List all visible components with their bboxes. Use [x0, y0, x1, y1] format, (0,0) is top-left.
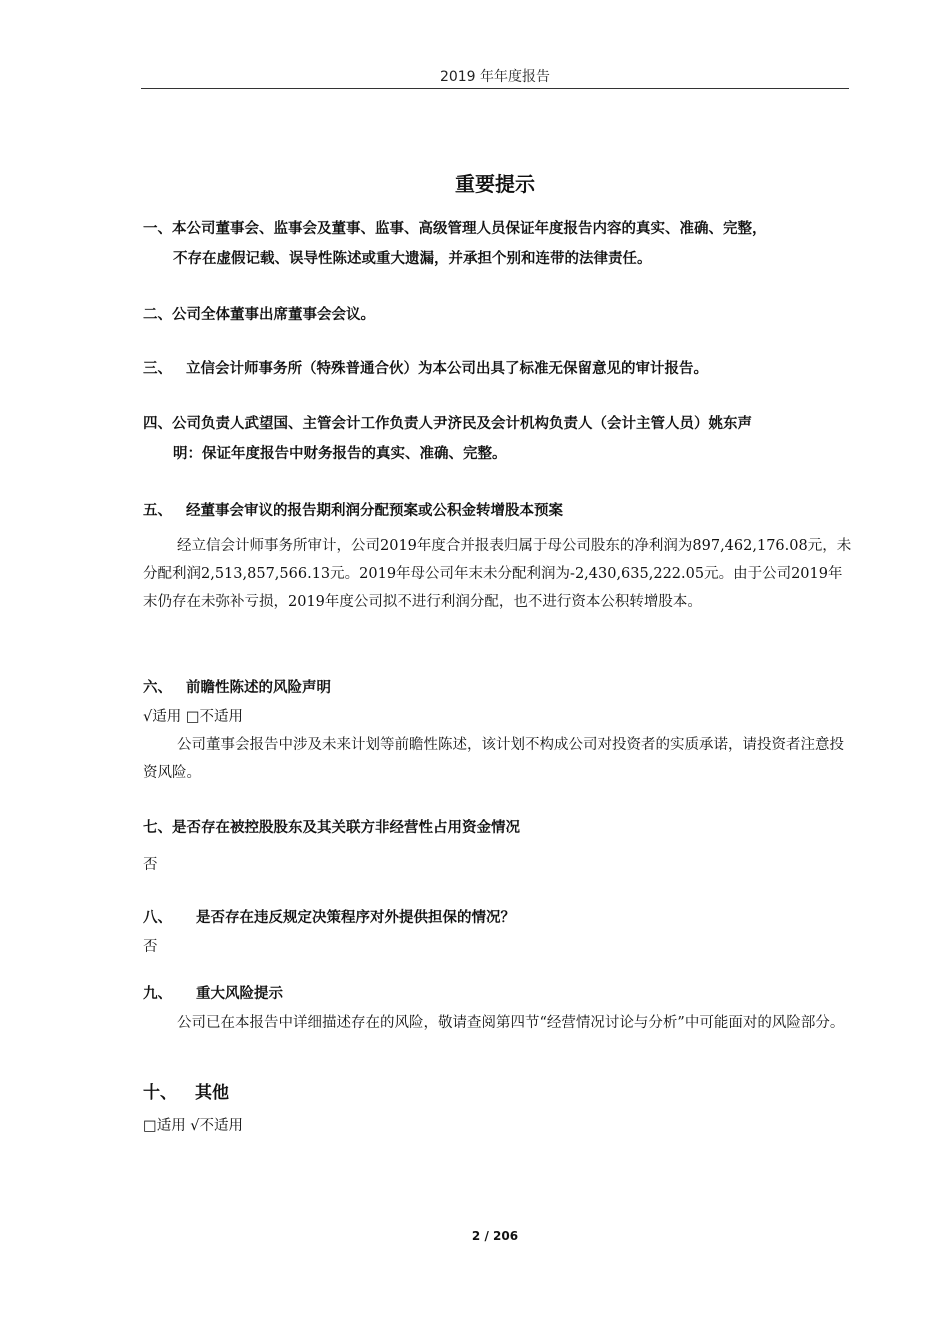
section-4-line2: 明：保证年度报告中财务报告的真实、准确、完整。	[173, 446, 507, 462]
section-6-body: 公司董事会报告中涉及未来计划等前瞻性陈述，该计划不构成公司对投资者的实质承诺，请投资者注意投资风险。	[143, 737, 844, 781]
section-8-answer: 否	[143, 939, 158, 955]
section-8-number: 八、	[143, 910, 172, 926]
section-3	[143, 354, 855, 384]
section-5-body: 经立信会计师事务所审计，公司2019年度合并报表归属于母公司股东的净利润为897,462,176.08元，未分配利润2,513,857,566.13元。2019年母公司年末未分配利润为-2,430,635,222.05元。由于公司2019年末仍存在未弥补亏损，2019年度公司拟不进行利润分配，也不进行资本公积转增股本。	[143, 538, 852, 610]
section-4-line1: 四、公司负责人武望国、主管会计工作负责人尹济民及会计机构负责人（会计主管人员）姚东声	[143, 416, 752, 432]
section-8	[143, 903, 855, 961]
section-9-number: 九、	[143, 986, 172, 1002]
section-9-heading: 重大风险提示	[196, 986, 283, 1002]
section-4	[143, 409, 855, 469]
section-10-options: □适用 √不适用	[143, 1118, 244, 1134]
section-5-number: 五、	[143, 503, 172, 519]
section-9	[143, 979, 855, 1037]
section-1	[143, 214, 855, 274]
section-3-text: 立信会计师事务所（特殊普通合伙）为本公司出具了标准无保留意见的审计报告。	[186, 361, 708, 377]
section-10-heading: 其他	[195, 1083, 229, 1103]
section-6	[143, 673, 855, 787]
section-2	[143, 300, 855, 330]
header-rule	[141, 88, 849, 89]
section-7-heading: 七、是否存在被控股股东及其关联方非经营性占用资金情况	[143, 820, 520, 836]
section-6-heading: 前瞻性陈述的风险声明	[186, 680, 331, 696]
section-10	[143, 1078, 855, 1140]
section-8-heading: 是否存在违反规定决策程序对外提供担保的情况？	[196, 910, 515, 926]
page-number: 2 / 206	[471, 1229, 519, 1243]
section-3-number: 三、	[143, 361, 172, 377]
section-1-line2: 不存在虚假记载、误导性陈述或重大遗漏，并承担个别和连带的法律责任。	[173, 251, 652, 267]
section-9-body: 公司已在本报告中详细描述存在的风险，敬请查阅第四节“经营情况讨论与分析”中可能面对的风险部分。	[177, 1015, 845, 1031]
running-header: 2019 年年度报告	[439, 69, 551, 85]
section-2-text: 二、公司全体董事出席董事会会议。	[143, 307, 375, 323]
section-10-number: 十、	[143, 1083, 177, 1103]
section-5	[143, 496, 855, 616]
page-title: 重要提示	[455, 172, 535, 196]
section-6-number: 六、	[143, 680, 172, 696]
section-7	[143, 813, 855, 879]
section-7-answer: 否	[143, 857, 158, 873]
section-5-heading: 经董事会审议的报告期利润分配预案或公积金转增股本预案	[186, 503, 563, 519]
section-6-options: √适用 □不适用	[143, 709, 244, 725]
section-1-line1: 一、本公司董事会、监事会及董事、监事、高级管理人员保证年度报告内容的真实、准确、完整，	[143, 221, 767, 237]
